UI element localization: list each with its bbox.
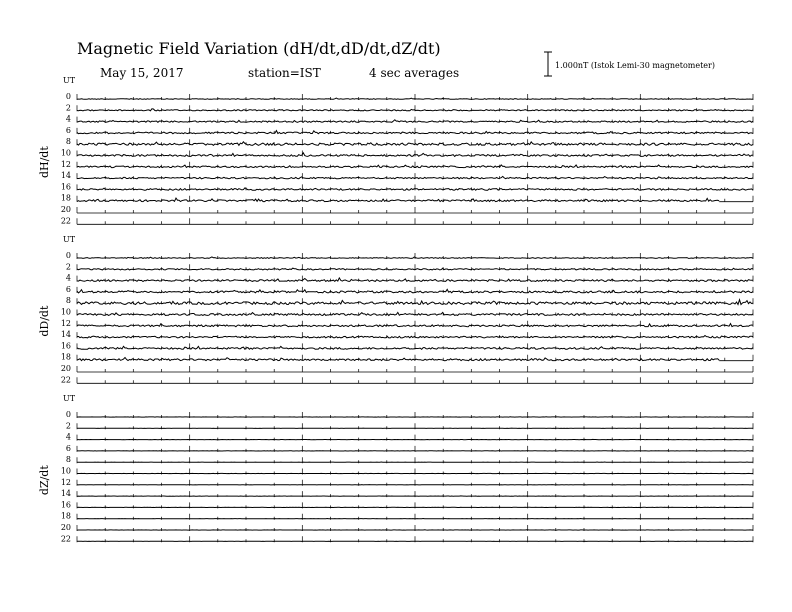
row-label: 4 [65,432,71,442]
row-label: 14 [60,330,71,340]
row-label: 22 [60,534,71,544]
row-label: 16 [60,500,71,510]
row-label: 2 [65,103,71,113]
row-label: 12 [60,318,71,328]
averaging-label: 4 sec averages [369,66,460,80]
row-ticks [77,218,753,224]
row-label: 8 [65,137,71,147]
row-label: 18 [60,193,71,203]
row-label: 6 [65,284,71,294]
row-label: 8 [65,296,71,306]
panels [38,76,753,543]
row-label: 0 [65,92,71,101]
scale-bar-label: 1.000nT (Istok Lemi-30 magnetometer) [555,61,715,70]
station-label: station=IST [248,66,321,80]
date-label: May 15, 2017 [100,66,184,80]
row-ticks [77,377,753,383]
row-label: 6 [65,125,71,135]
row-label: 12 [60,477,71,487]
series-trace [77,198,719,202]
row-label: 4 [65,114,71,124]
row-label: 12 [60,159,71,169]
row-label: 14 [60,171,71,181]
row-ticks [77,207,753,213]
ut-axis-label: UT [63,76,76,85]
ut-axis-label: UT [63,394,76,403]
row-label: 16 [60,182,71,192]
figure-title: Magnetic Field Variation (dH/dt,dD/dt,dZ/dt) [77,39,441,58]
panel-dZ-dt [38,394,753,543]
panel-dH-dt [38,76,753,225]
row-ticks [77,366,753,372]
row-label: 6 [65,443,71,453]
row-label: 2 [65,262,71,272]
panel-ylabel: dH/dt [38,146,51,179]
row-label: 0 [65,410,71,419]
panel-ylabel: dZ/dt [38,465,51,496]
row-label: 10 [60,466,71,476]
panel-dD-dt [38,235,753,384]
panel-ylabel: dD/dt [38,305,51,337]
row-label: 10 [60,307,71,317]
row-label: 20 [60,205,71,214]
row-label: 20 [60,364,71,373]
row-label: 16 [60,341,71,351]
row-label: 18 [60,511,71,521]
row-label: 8 [65,455,71,465]
row-label: 22 [60,375,71,385]
row-label: 10 [60,148,71,158]
row-label: 14 [60,489,71,499]
row-label: 4 [65,273,71,283]
scale-bar [544,52,715,76]
series-trace [77,358,719,361]
row-label: 0 [65,251,71,260]
ut-axis-label: UT [63,235,76,244]
row-label: 22 [60,216,71,226]
row-label: 20 [60,523,71,532]
row-label: 18 [60,352,71,362]
row-label: 2 [65,421,71,431]
